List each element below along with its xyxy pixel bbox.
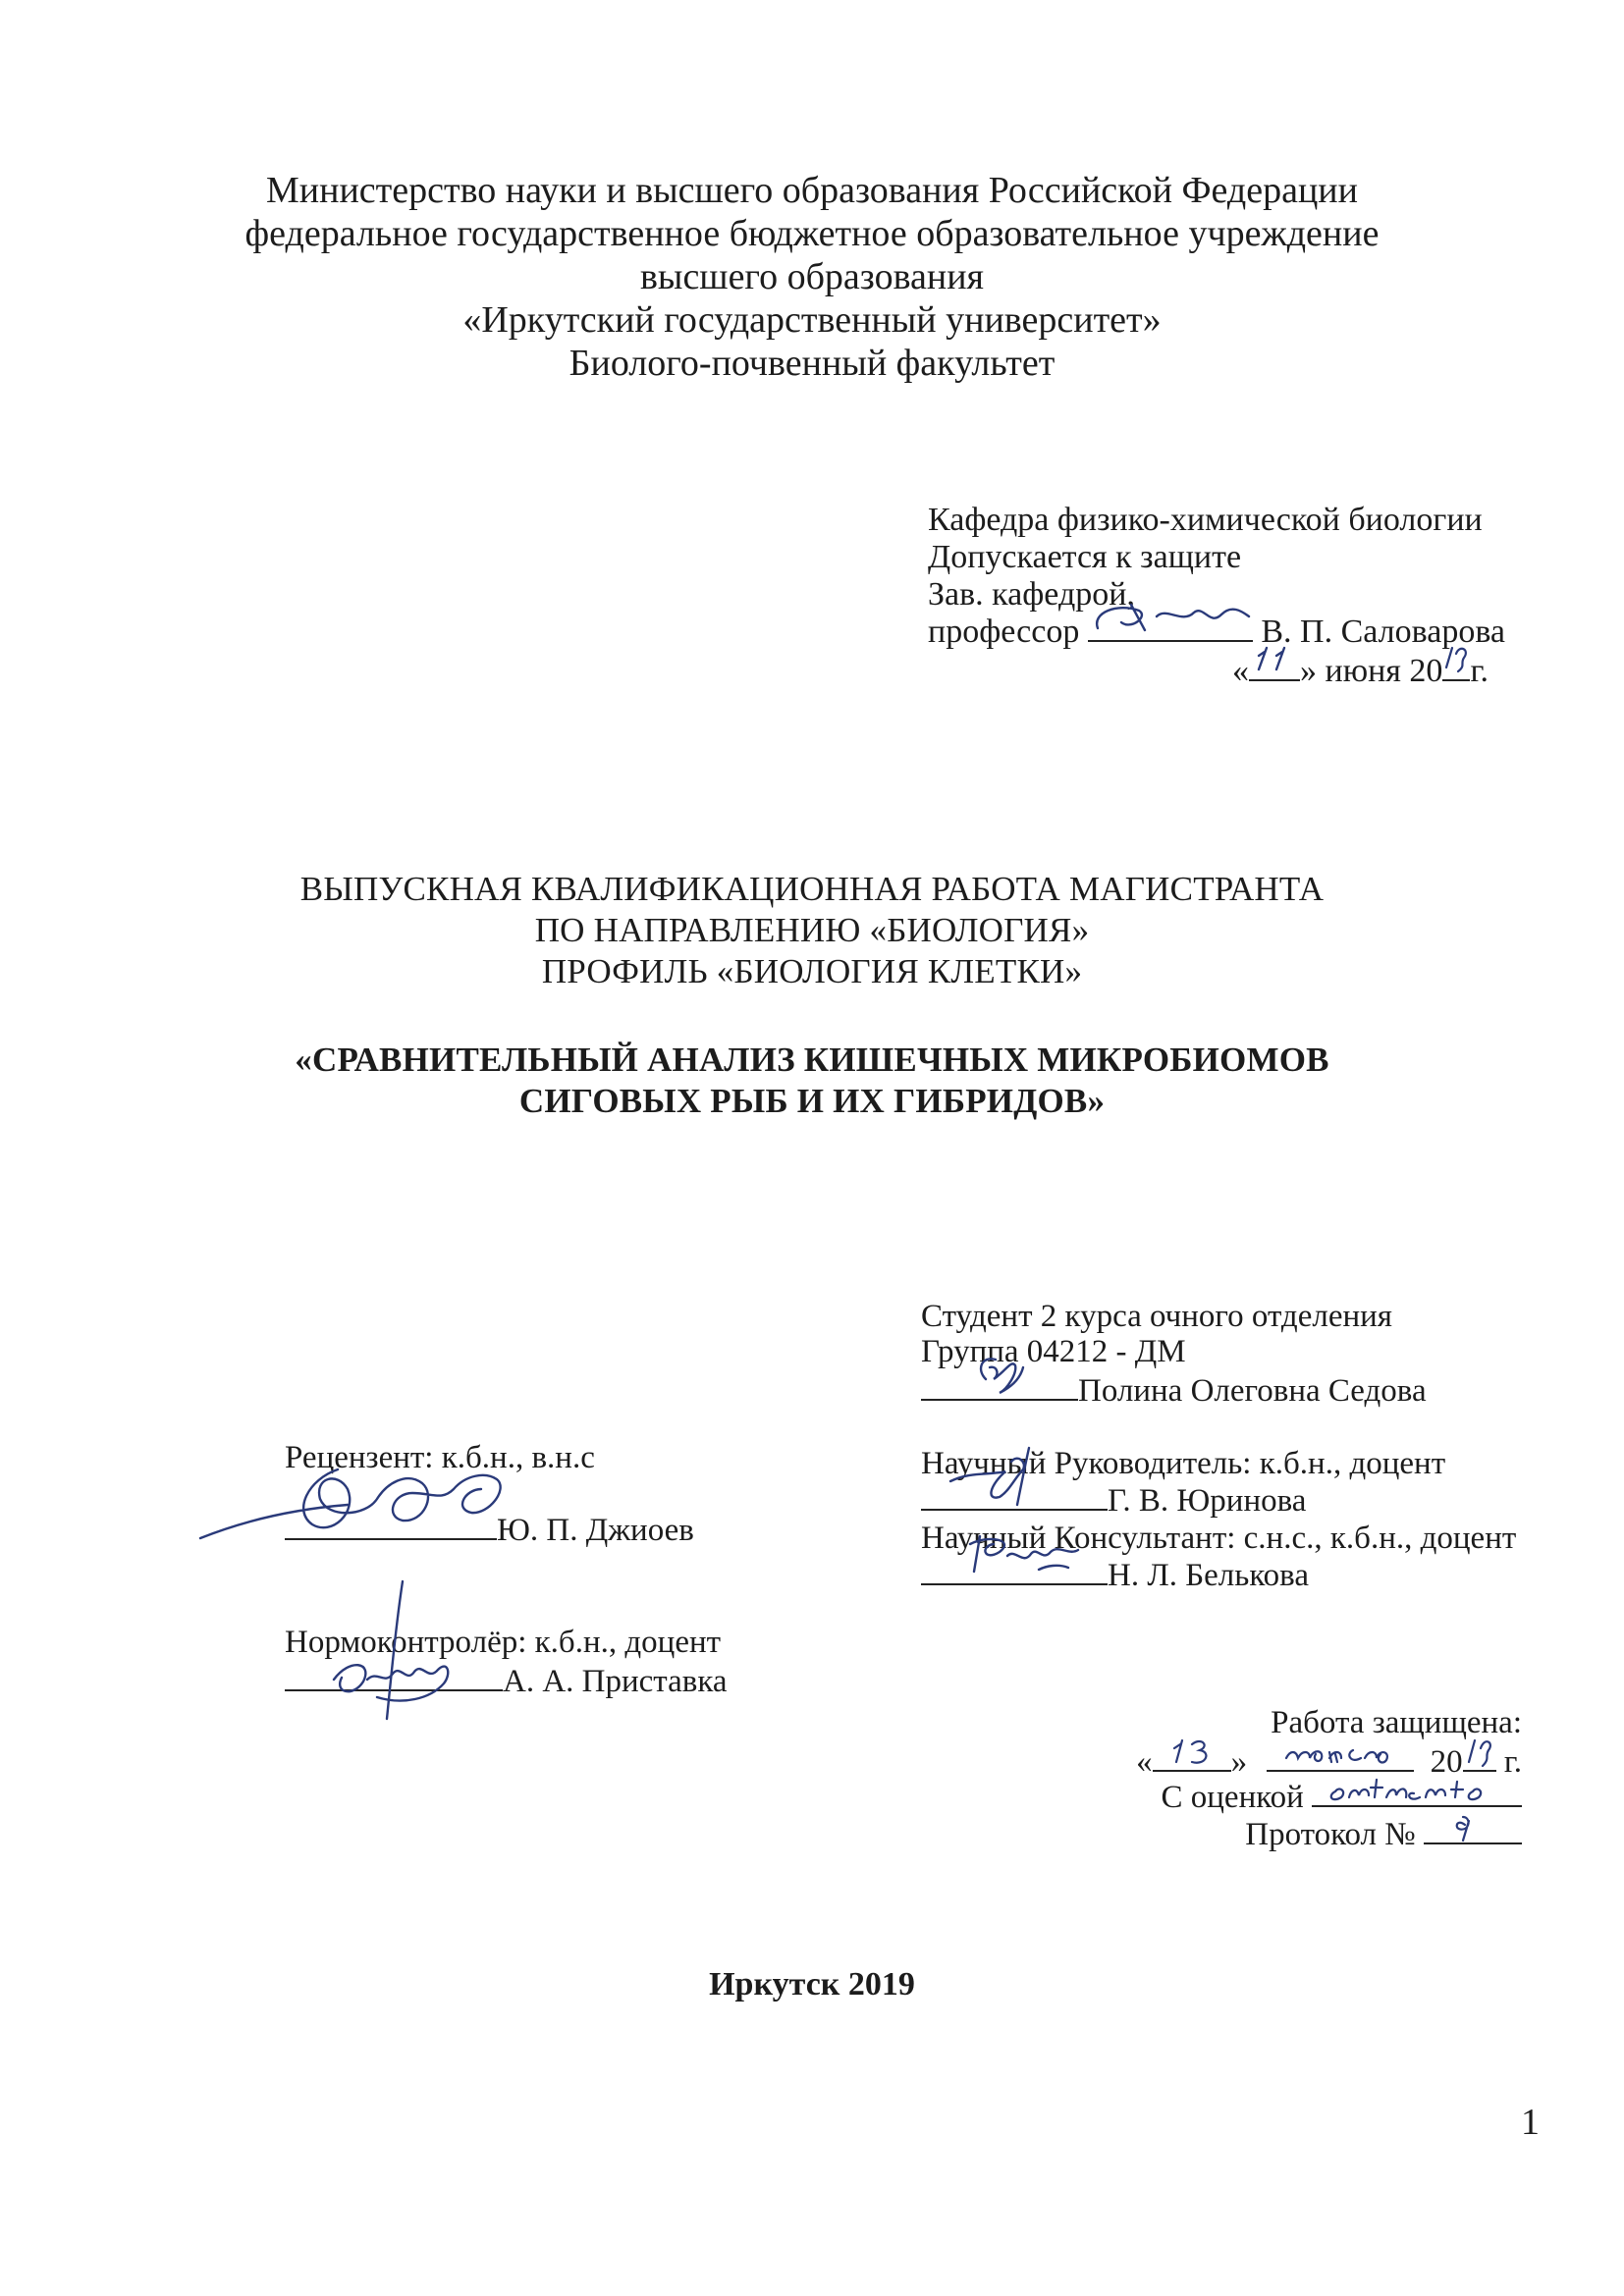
head-label: Зав. кафедрой, bbox=[928, 576, 1135, 613]
institution-type-line-2: высшего образования bbox=[639, 256, 985, 297]
normcontrol-signature-icon bbox=[295, 1572, 491, 1729]
defense-grade-blank bbox=[1312, 1782, 1522, 1807]
student-signature-line bbox=[921, 1372, 1427, 1411]
normcontrol-signature-line bbox=[285, 1663, 728, 1701]
thesis-type-line: ВЫПУСКНАЯ КВАЛИФИКАЦИОННАЯ РАБОТА МАГИСТРАНТА bbox=[299, 870, 1325, 908]
consultant-label: Научный Консультант: с.н.с., к.б.н., доцент bbox=[921, 1521, 1517, 1556]
head-signature-line bbox=[928, 613, 1505, 652]
head-name: В. П. Саловарова bbox=[1261, 614, 1506, 650]
normcontrol-name: А. А. Приставка bbox=[503, 1664, 728, 1699]
head-title: профессор bbox=[928, 614, 1080, 650]
supervisor-signature-line bbox=[921, 1482, 1306, 1521]
thesis-topic-line-1: «СРАВНИТЕЛЬНЫЙ АНАЛИЗ КИШЕЧНЫХ МИКРОБИОМОВ bbox=[295, 1041, 1329, 1079]
faculty-name: Биолого-почвенный факультет bbox=[568, 343, 1056, 384]
reviewer-label: Рецензент: к.б.н., в.н.с bbox=[285, 1440, 595, 1475]
consultant-signature-icon bbox=[921, 1526, 1108, 1585]
student-course: Студент 2 курса очного отделения bbox=[921, 1299, 1392, 1334]
approval-year-handwriting-icon bbox=[1442, 640, 1470, 679]
student-signature-icon bbox=[921, 1350, 1078, 1399]
thesis-profile-line: ПРОФИЛЬ «БИОЛОГИЯ КЛЕТКИ» bbox=[541, 952, 1083, 990]
defense-day-blank bbox=[1153, 1746, 1231, 1772]
consultant-signature-line bbox=[921, 1557, 1309, 1595]
reviewer-name: Ю. П. Джиоев bbox=[497, 1513, 694, 1548]
institution-type-line: федеральное государственное бюджетное образовательное учреждение bbox=[244, 213, 1380, 254]
defense-grade-handwriting-icon bbox=[1312, 1768, 1522, 1807]
approval-year-blank bbox=[1442, 656, 1470, 681]
department-name: Кафедра физико-химической биологии bbox=[928, 502, 1483, 538]
defense-grade-line: С оценкой bbox=[1162, 1779, 1523, 1817]
thesis-direction-line: ПО НАПРАВЛЕНИЮ «БИОЛОГИЯ» bbox=[534, 911, 1090, 949]
supervisor-name: Г. В. Юринова bbox=[1108, 1483, 1307, 1519]
normcontrol-label: Нормоконтролёр: к.б.н., доцент bbox=[285, 1625, 722, 1660]
student-group: Группа 04212 - ДМ bbox=[921, 1334, 1186, 1369]
page-number: 1 bbox=[1521, 2102, 1540, 2143]
head-signature-blank bbox=[1088, 616, 1253, 642]
defense-day-handwriting-icon bbox=[1153, 1733, 1231, 1772]
defense-month-handwriting-icon bbox=[1267, 1733, 1414, 1772]
normcontrol-signature-blank bbox=[285, 1666, 503, 1691]
reviewer-signature-icon bbox=[190, 1450, 514, 1558]
reviewer-signature-blank bbox=[285, 1515, 497, 1540]
ministry-line: Министерство науки и высшего образования Российской Федерации bbox=[266, 170, 1358, 211]
student-signature-blank bbox=[921, 1375, 1078, 1401]
thesis-topic-line-2: СИГОВЫХ РЫБ И ИХ ГИБРИДОВ» bbox=[518, 1082, 1106, 1120]
defense-protocol-handwriting-icon bbox=[1424, 1805, 1522, 1844]
university-name: «Иркутский государственный университет» bbox=[462, 299, 1162, 341]
defense-protocol-line: Протокол № bbox=[1245, 1816, 1522, 1854]
consultant-signature-blank bbox=[921, 1560, 1108, 1585]
approval-day-blank bbox=[1249, 656, 1300, 681]
admitted-label: Допускается к защите bbox=[928, 539, 1242, 575]
head-signature-icon bbox=[1088, 595, 1255, 644]
reviewer-signature-line bbox=[285, 1512, 694, 1550]
city-year: Иркутск 2019 bbox=[709, 1966, 915, 2002]
supervisor-signature-blank bbox=[921, 1485, 1108, 1511]
supervisor-label: Научный Руководитель: к.б.н., доцент bbox=[921, 1446, 1446, 1481]
defense-protocol-blank bbox=[1424, 1819, 1522, 1844]
approval-day-handwriting-icon bbox=[1249, 640, 1300, 679]
defense-year-handwriting-icon bbox=[1463, 1733, 1496, 1772]
defense-protected-label: Работа защищена: bbox=[1271, 1705, 1522, 1740]
supervisor-signature-icon bbox=[921, 1442, 1108, 1511]
defense-date: « » 20 г. bbox=[1136, 1743, 1522, 1782]
student-name: Полина Олеговна Седова bbox=[1078, 1373, 1427, 1409]
approval-date: « » июня 20 г. bbox=[1232, 652, 1489, 691]
consultant-name: Н. Л. Белькова bbox=[1108, 1558, 1309, 1593]
